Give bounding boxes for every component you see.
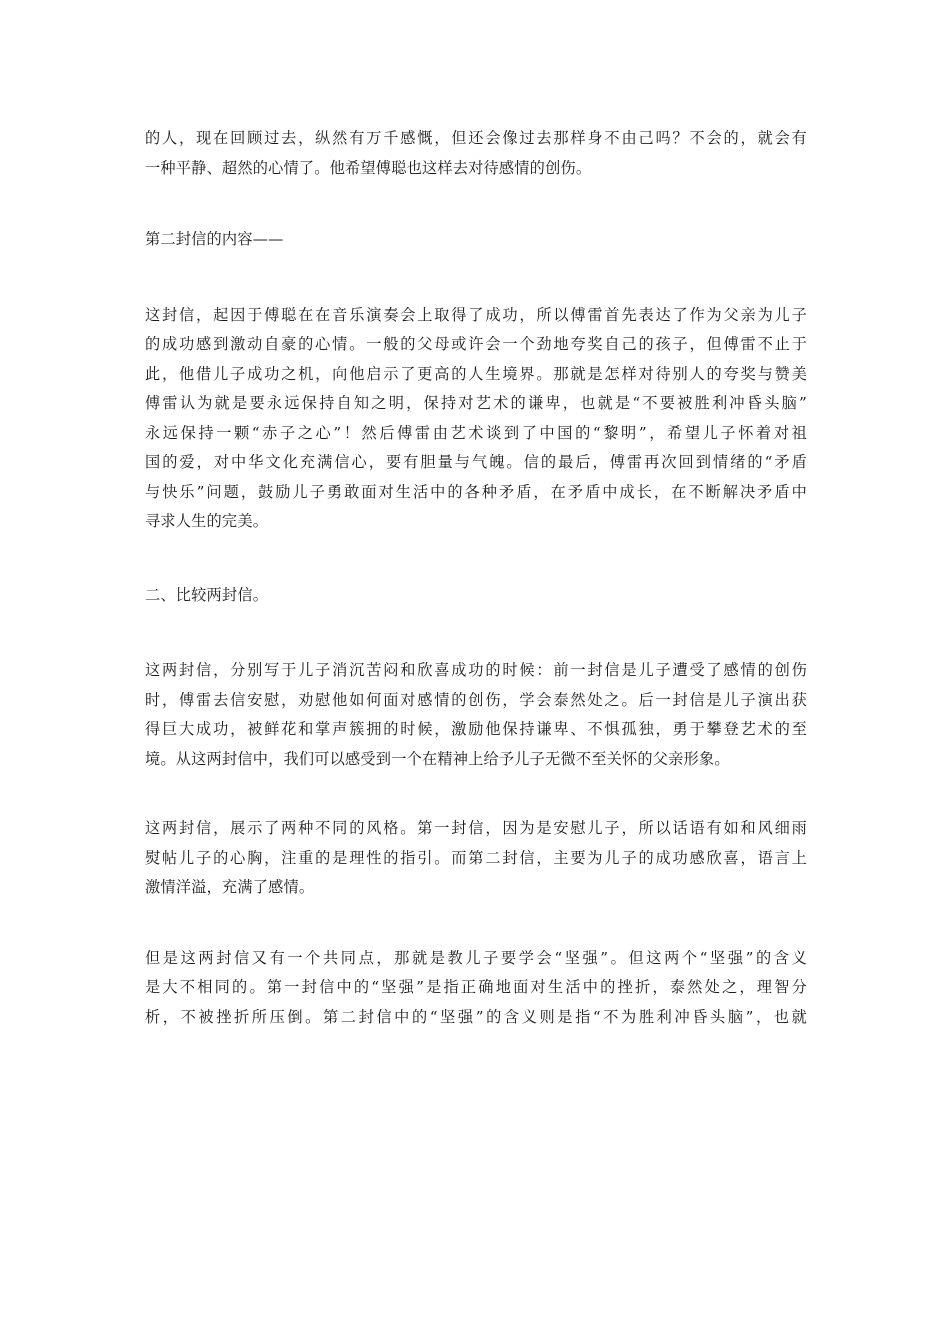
- text-line: 的成功感到激动自豪的心情。一般的父母或许会一个劲地夸奖自己的孩子，但傅雷不止于: [145, 335, 807, 353]
- text-line: 第二封信的内容——: [145, 230, 284, 248]
- text-line: 的人，现在回顾过去，纵然有万千感慨，但还会像过去那样身不由己吗？不会的，就会有: [145, 129, 807, 147]
- text-line: 国的爱，对中华文化充满信心，要有胆量与气魄。信的最后，傅雷再次回到情绪的“矛盾: [145, 453, 807, 471]
- text-line: 得巨大成功，被鲜花和掌声簇拥的时候，激励他保持谦卑、不惧孤独，勇于攀登艺术的至: [145, 720, 807, 738]
- text-line: 与快乐”问题，鼓励儿子勇敢面对生活中的各种矛盾，在矛盾中成长，在不断解决矛盾中: [145, 482, 807, 501]
- text-line: 激情洋溢，充满了感情。: [145, 878, 315, 896]
- section-heading-second-letter: [145, 225, 807, 255]
- text-line: 寻求人生的完美。: [145, 512, 269, 530]
- text-line: 此，他借儿子成功之机，向他启示了更高的人生境界。那就是怎样对待别人的夸奖与赞美: [145, 364, 807, 383]
- text-line: 一种平静、超然的心情了。他希望傅聪也这样去对待感情的创伤。: [145, 158, 592, 177]
- paragraph-4: [145, 814, 807, 903]
- paragraph-2: [145, 301, 807, 537]
- text-line: 永远保持一颗“赤子之心”！然后傅雷由艺术谈到了中国的“黎明”，希望儿子怀着对祖: [145, 423, 807, 442]
- text-line: 傅雷认为就是要永远保持自知之明，保持对艺术的谦卑，也就是“不要被胜利冲昏头脑”: [145, 394, 807, 412]
- text-line: 是大不相同的。第一封信中的“坚强”是指正确地面对生活中的挫折，泰然处之，理智分: [145, 978, 807, 996]
- text-line: 析，不被挫折所压倒。第二封信中的“坚强”的含义则是指“不为胜利冲昏头脑”，也就: [145, 1007, 807, 1026]
- text-line: 熨帖儿子的心胸，注重的是理性的指引。而第二封信，主要为儿子的成功感欣喜，语言上: [145, 848, 807, 867]
- text-line: 时，傅雷去信安慰，劝慰他如何面对感情的创伤，学会泰然处之。后一封信是儿子演出获: [145, 690, 807, 709]
- text-line: 这封信，起因于傅聪在在音乐演奏会上取得了成功，所以傅雷首先表达了作为父亲为儿子: [145, 305, 807, 324]
- text-line: 但是这两封信又有一个共同点，那就是教儿子要学会“坚强”。但这两个“坚强”的含义: [145, 948, 807, 967]
- paragraph-3: [145, 656, 807, 774]
- section-heading-compare: [145, 581, 807, 611]
- text-line: 这两封信，展示了两种不同的风格。第一封信，因为是安慰儿子，所以话语有如和风细雨: [145, 819, 807, 837]
- paragraph-5: [145, 944, 807, 1033]
- document-page: [145, 124, 807, 1082]
- text-line: 二、比较两封信。: [145, 585, 269, 604]
- text-line: 这两封信，分别写于儿子消沉苦闷和欣喜成功的时候：前一封信是儿子遭受了感情的创伤: [145, 661, 807, 679]
- text-line: 境。从这两封信中，我们可以感受到一个在精神上给予儿子无微不至关怀的父亲形象。: [145, 749, 730, 768]
- paragraph-1: [145, 124, 807, 183]
